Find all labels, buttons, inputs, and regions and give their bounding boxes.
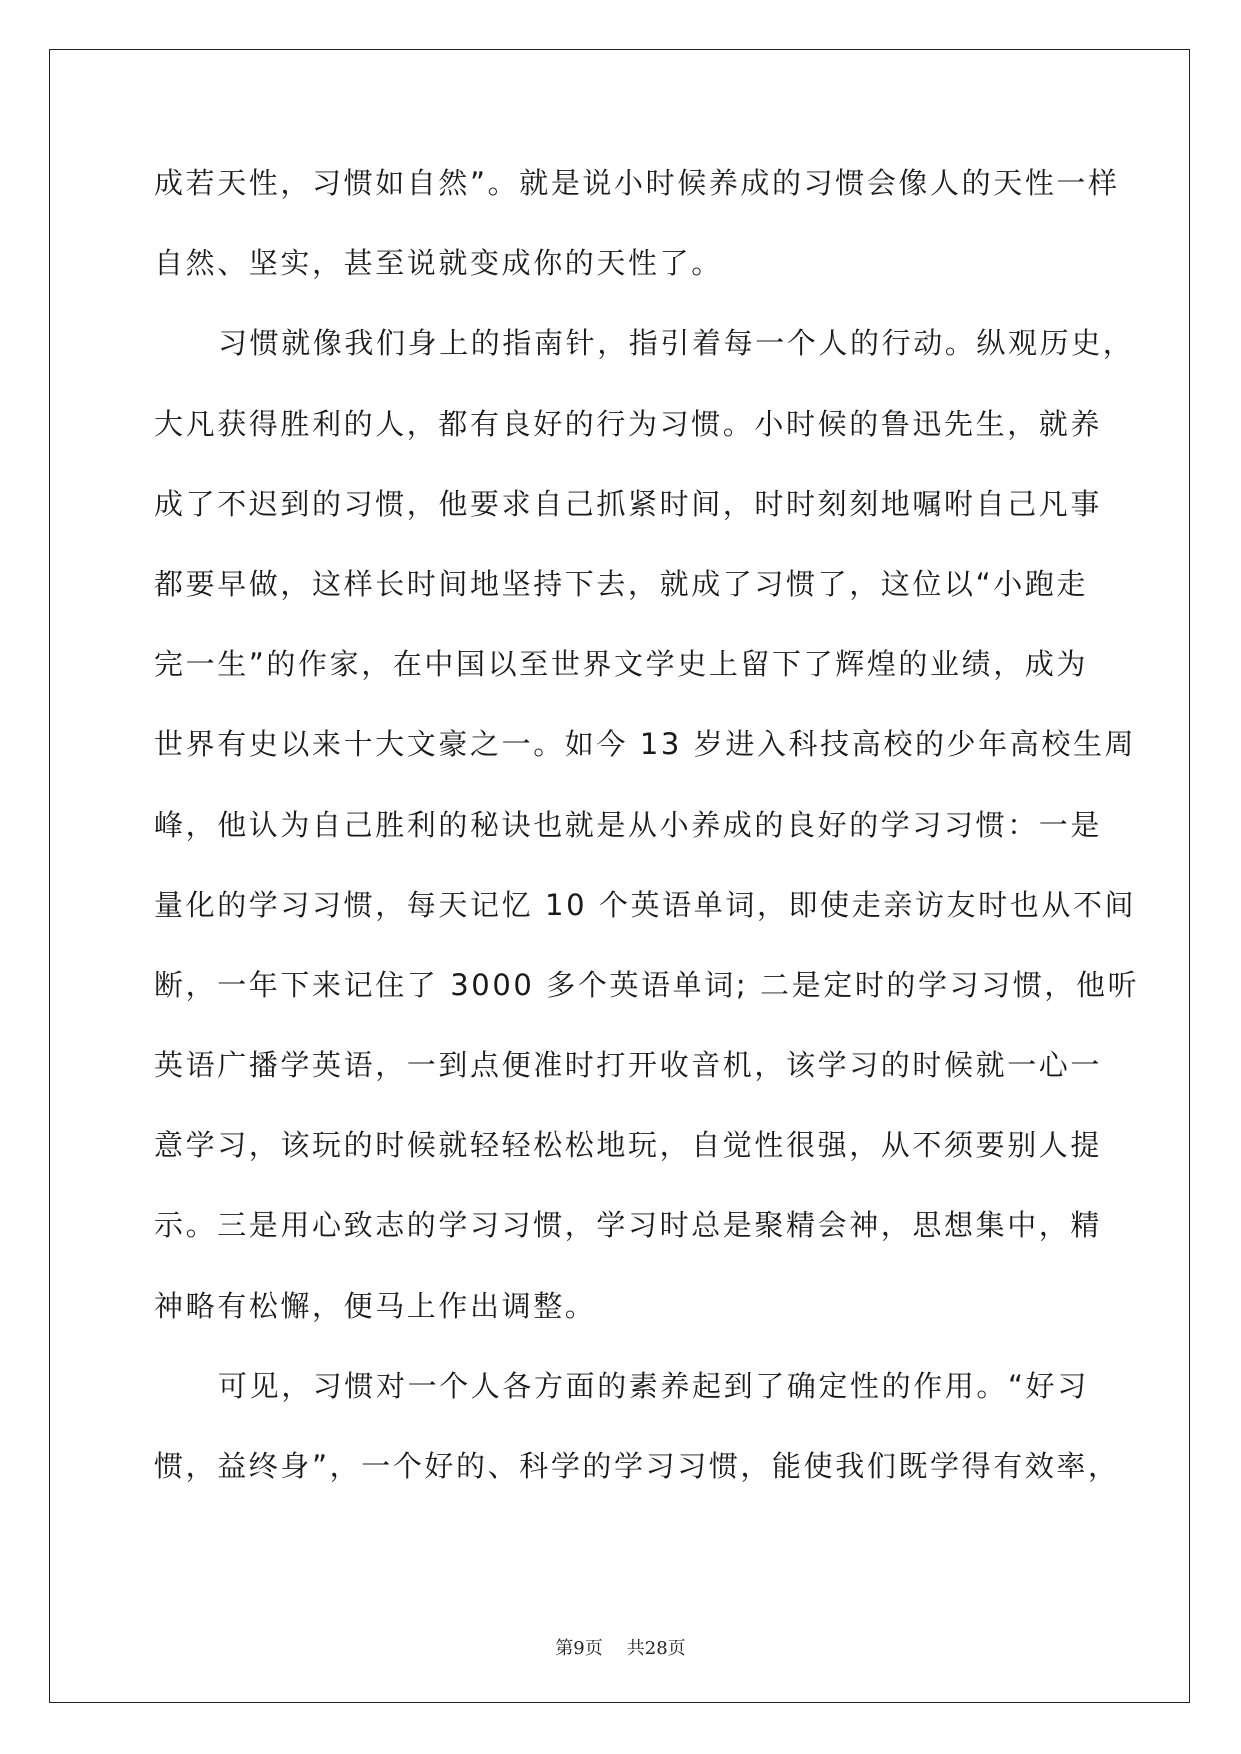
- text-line: 成了不迟到的习惯，他要求自己抓紧时间，时时刻刻地嘱咐自己凡事: [154, 486, 1103, 521]
- text-line: 量化的学习习惯，每天记忆 10 个英语单词，即使走亲访友时也从不间: [154, 887, 1137, 922]
- text-line: 示。三是用心致志的学习习惯，学习时总是聚精会神，思想集中，精: [154, 1208, 1103, 1243]
- text-line: 成若天性，习惯如自然”。就是说小时候养成的习惯会像人的天性一样: [154, 166, 1120, 200]
- text-line: 自然、坚实，甚至说就变成你的天性了。: [154, 246, 723, 281]
- page-number: 第9页: [555, 1638, 603, 1659]
- document-body: [154, 158, 1140, 1521]
- text-line: 都要早做，这样长时间地坚持下去，就成了习惯了，这位以“小跑走: [154, 566, 1089, 601]
- text-line: 峰，他认为自己胜利的秘诀也就是从小养成的良好的学习习惯：一是: [154, 807, 1103, 842]
- text-line: 断，一年下来记住了 3000 多个英语单词; 二是定时的学习习惯，他听: [154, 967, 1140, 1002]
- text-line: 英语广播学英语，一到点便准时打开收音机，该学习的时候就一心一: [154, 1048, 1103, 1083]
- text-line: 大凡获得胜利的人，都有良好的行为习惯。小时候的鲁迅先生，就养: [154, 406, 1103, 441]
- text-line: 可见，习惯对一个人各方面的素养起到了确定性的作用。“好习: [218, 1368, 1089, 1403]
- page-footer: [0, 1634, 1241, 1660]
- text-line: 世界有史以来十大文豪之一。如今 13 岁进入科技高校的少年高校生周: [154, 727, 1137, 762]
- text-line: 习惯就像我们身上的指南针，指引着每一个人的行动。纵观历史，: [218, 326, 1135, 361]
- text-line: 意学习，该玩的时候就轻轻松松地玩，自觉性很强，从不须要别人提: [154, 1128, 1103, 1163]
- text-line: 完一生”的作家，在中国以至世界文学史上留下了辉煌的业绩，成为: [154, 647, 1089, 682]
- text-line: 神略有松懈，便马上作出调整。: [154, 1288, 597, 1323]
- text-line: 惯，益终身”，一个好的、科学的学习习惯，能使我们既学得有效率，: [154, 1449, 1120, 1483]
- page-total: 共28页: [626, 1638, 686, 1659]
